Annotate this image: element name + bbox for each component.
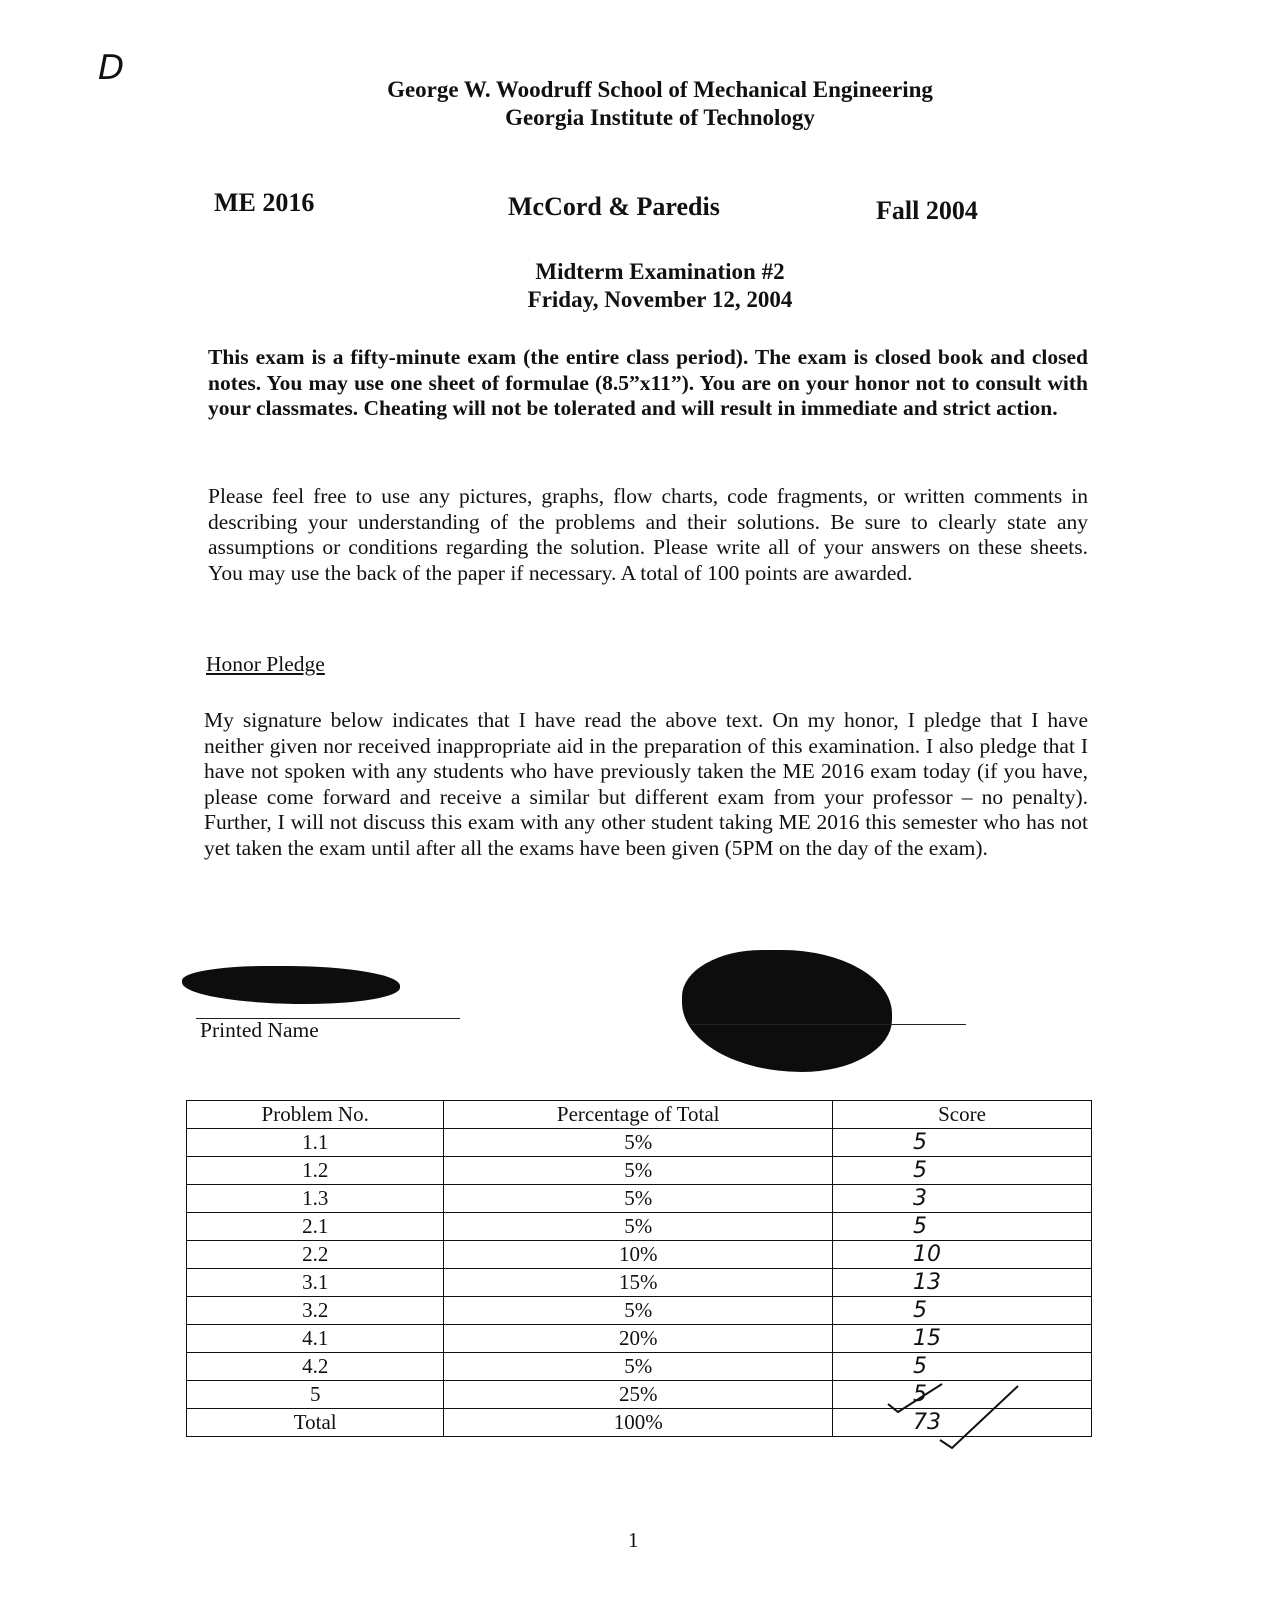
table-row: [187, 1269, 1092, 1297]
header-problem-no: Problem No.: [187, 1101, 444, 1129]
percentage: 15%: [444, 1269, 833, 1297]
percentage: 5%: [444, 1297, 833, 1325]
problem-no: 2.1: [187, 1213, 444, 1241]
percentage: 5%: [444, 1129, 833, 1157]
table-row: [187, 1129, 1092, 1157]
table-row: [187, 1185, 1092, 1213]
signature-line: [690, 1024, 966, 1025]
exam-date: Friday, November 12, 2004: [527, 287, 793, 312]
redacted-signature: [682, 950, 892, 1072]
percentage: 5%: [444, 1157, 833, 1185]
table-row: [187, 1353, 1092, 1381]
check-mark-icon: [888, 1384, 942, 1412]
problem-no: 3.2: [187, 1297, 444, 1325]
score-handwritten: 5: [833, 1129, 1092, 1157]
table-row: [187, 1325, 1092, 1353]
table-row: [187, 1213, 1092, 1241]
exam-notes: Please feel free to use any pictures, graphs, flow charts, code fragments, or written comments in describing your understanding of the problems and their solutions. Be sure to clearly state any assumptions or conditions regarding the solution. Please write all of your answers on these sheets. You may use the back of the paper if necessary. A total of 100 points are awarded.: [208, 484, 1088, 585]
score-handwritten: 13: [833, 1269, 1092, 1297]
percentage: 10%: [444, 1241, 833, 1269]
problem-no: 1.2: [187, 1157, 444, 1185]
institute-name: Georgia Institute of Technology: [505, 105, 815, 130]
exam-instructions: This exam is a fifty-minute exam (the entire class period). The exam is closed book and closed notes. You may use one sheet of formulae (8.5”x11”). You are on your honor not to consult with your classmates. Cheating will not be tolerated and will result in immediate and strict action.: [208, 345, 1088, 420]
problem-no: 3.1: [187, 1269, 444, 1297]
header-score: Score: [833, 1101, 1092, 1129]
instructors: McCord & Paredis: [508, 192, 720, 221]
problem-no: 1.3: [187, 1185, 444, 1213]
score-handwritten: 5: [833, 1381, 1092, 1409]
score-handwritten: 15: [833, 1325, 1092, 1353]
problem-no: 2.2: [187, 1241, 444, 1269]
header-percentage: Percentage of Total: [444, 1101, 833, 1129]
honor-pledge-heading: Honor Pledge: [206, 652, 325, 676]
table-row: [187, 1157, 1092, 1185]
exam-title: Midterm Examination #2: [535, 259, 785, 284]
problem-no: 1.1: [187, 1129, 444, 1157]
score-handwritten: 3: [833, 1185, 1092, 1213]
printed-name-label: Printed Name: [200, 1018, 319, 1042]
table-row: [187, 1241, 1092, 1269]
percentage: 5%: [444, 1213, 833, 1241]
table-header-row: [187, 1101, 1092, 1129]
term: Fall 2004: [876, 196, 978, 225]
grader-check-marks: [880, 1382, 1030, 1472]
school-name: George W. Woodruff School of Mechanical Engineering: [387, 77, 933, 102]
honor-pledge-text: My signature below indicates that I have read the above text. On my honor, I pledge that I have neither given nor received inappropriate aid in the preparation of this examination. I also pledge that I have not spoken with any students who have previously taken the ME 2016 exam today (if you have, please come forward and receive a similar but different exam from your professor – no penalty). Further, I will not discuss this exam with any other student taking ME 2016 this semester who has not yet taken the exam until after all the exams have been given (5PM on the day of the exam).: [204, 708, 1088, 860]
score-handwritten: 5: [833, 1353, 1092, 1381]
percentage: 20%: [444, 1325, 833, 1353]
total-score-handwritten: 73: [833, 1409, 1092, 1437]
check-mark-icon: [940, 1386, 1018, 1448]
handwritten-margin-mark: D: [98, 48, 125, 88]
page-number: 1: [628, 1528, 639, 1552]
total-label: Total: [187, 1409, 444, 1437]
total-percentage: 100%: [444, 1409, 833, 1437]
score-handwritten: 5: [833, 1297, 1092, 1325]
problem-no: 4.1: [187, 1325, 444, 1353]
course-code: ME 2016: [214, 188, 315, 217]
problem-no: 4.2: [187, 1353, 444, 1381]
percentage: 25%: [444, 1381, 833, 1409]
percentage: 5%: [444, 1185, 833, 1213]
score-handwritten: 10: [833, 1241, 1092, 1269]
score-handwritten: 5: [833, 1157, 1092, 1185]
percentage: 5%: [444, 1353, 833, 1381]
score-handwritten: 5: [833, 1213, 1092, 1241]
redacted-printed-name: [182, 966, 400, 1004]
problem-no: 5: [187, 1381, 444, 1409]
table-row: [187, 1297, 1092, 1325]
